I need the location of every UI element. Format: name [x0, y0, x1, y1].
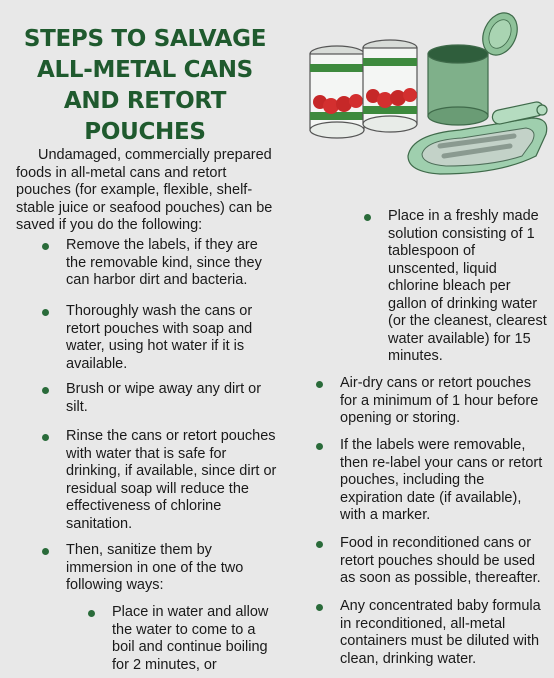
bullet-icon	[316, 604, 323, 611]
bullet-icon	[316, 443, 323, 450]
intro-text: Undamaged, commercially prepared foods in all-metal cans and retort pouches (for example, flexible, shelf-stable juice or seafood pouches) can be saved if you do the following:	[16, 147, 273, 233]
list-item-text: Thoroughly wash the cans or retort pouches with soap and water, using hot water if it is available.	[66, 303, 253, 372]
bullet-icon	[42, 309, 49, 316]
title-line: STEPS TO SALVAGE	[23, 26, 267, 52]
list-item-text: Place in water and allow the water to come to a boil and continue boiling for 2 minutes, or	[112, 604, 269, 673]
list-item-text: Place in a freshly made solution consisting of 1 tablespoon of unscented, liquid chlorine bleach per gallon of drinking water (or the cleanest, clearest water available) for 15 minutes.	[388, 208, 547, 364]
bullet-icon	[316, 381, 323, 388]
list-item-text: Then, sanitize them by immersion in one of the two following ways:	[66, 542, 244, 593]
bullet-icon	[42, 243, 49, 250]
bullet-icon	[316, 541, 323, 548]
bullet-icon	[364, 214, 371, 221]
title-line: POUCHES	[84, 119, 206, 145]
list-item-text: Rinse the cans or retort pouches with water that is safe for drinking, if available, since dirt or residual soap will reduce the effectiveness of chlorine sanitation.	[66, 428, 277, 532]
list-item-text: Any concentrated baby formula in reconditioned, all-metal containers must be diluted with clean, drinking water.	[340, 598, 541, 667]
bullet-icon	[88, 610, 95, 617]
list-item-text: Food in reconditioned cans or retort pouches should be used as soon as possible, thereafter.	[340, 535, 541, 586]
list-item-text: Air-dry cans or retort pouches for a minimum of 1 hour before opening or storing.	[340, 375, 539, 426]
page-title	[14, 24, 276, 148]
bullet-icon	[42, 387, 49, 394]
bullet-icon	[42, 548, 49, 555]
title-line: ALL-METAL CANS	[37, 57, 253, 83]
list-item-text: Remove the labels, if they are the removable kind, since they can harbor dirt and bacteria.	[66, 237, 262, 288]
title-line: AND RETORT	[63, 88, 227, 114]
list-item-text: If the labels were removable, then re-label your cans or retort pouches, including the expiration date (if available), with a marker.	[340, 437, 543, 523]
list-item-text: Brush or wipe away any dirt or silt.	[66, 381, 262, 415]
canned-food-and-sardine-tin-icon	[300, 6, 552, 176]
intro-paragraph	[16, 147, 278, 235]
bullet-icon	[42, 434, 49, 441]
